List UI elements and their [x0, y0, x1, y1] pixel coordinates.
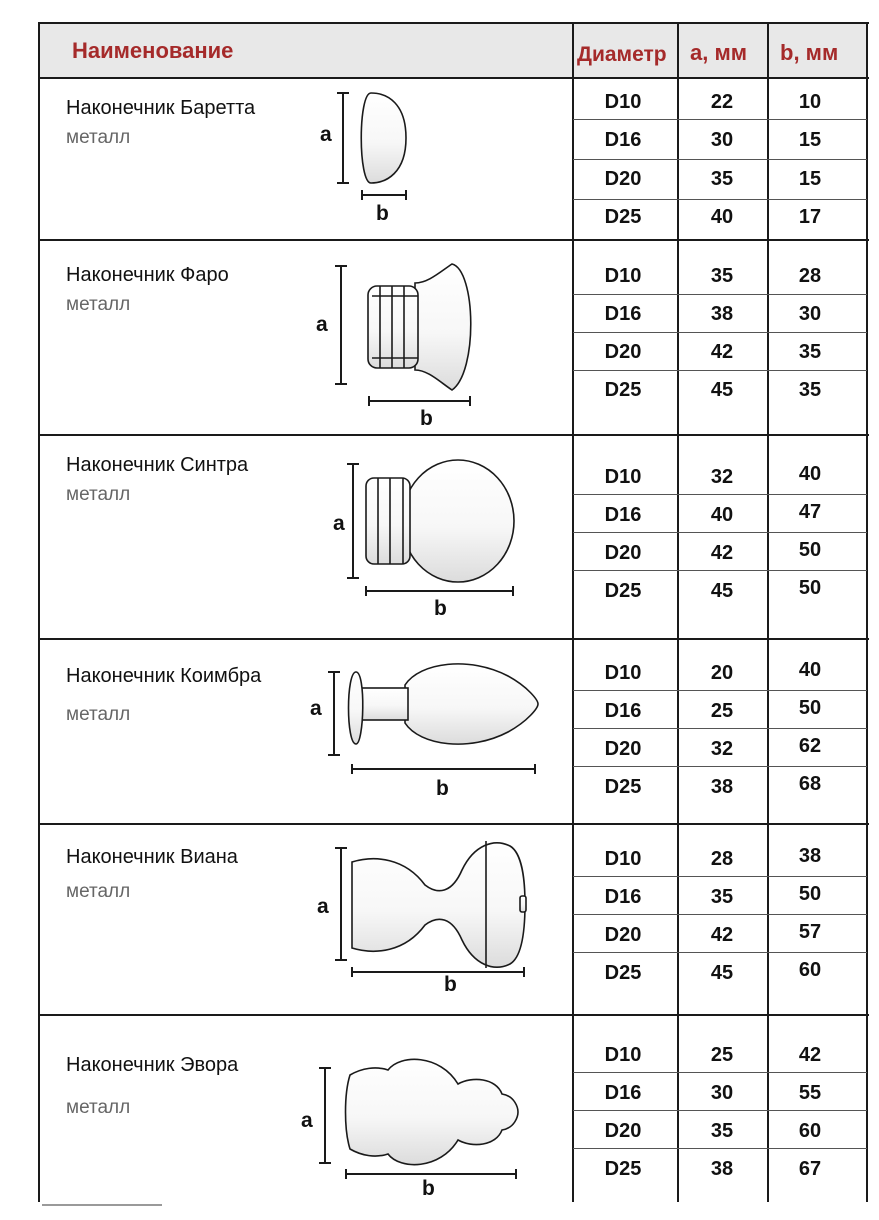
cell-diameter: D20 [604, 738, 642, 760]
product-material: металл [66, 881, 131, 902]
cell-a: 22 [710, 91, 734, 113]
cell-b: 28 [798, 265, 822, 287]
dim-b-label: b [434, 597, 447, 620]
cell-b: 68 [798, 773, 822, 795]
cell-a: 38 [710, 776, 734, 798]
coimbra-finial-drawing [349, 664, 539, 744]
dim-b-label: b [444, 973, 457, 996]
sintra-finial-drawing [366, 460, 514, 582]
baretta-finial-drawing [361, 93, 406, 183]
cell-b: 50 [798, 577, 822, 599]
cell-a: 25 [710, 700, 734, 722]
dim-a-label: a [317, 895, 329, 918]
cell-b: 50 [798, 539, 822, 561]
cell-diameter: D25 [604, 580, 642, 602]
cell-a: 32 [710, 466, 734, 488]
cell-diameter: D10 [604, 466, 642, 488]
cell-b: 35 [798, 379, 822, 401]
product-material: металл [66, 127, 131, 148]
evora-finial-drawing [346, 1059, 519, 1164]
cell-diameter: D25 [604, 1158, 642, 1180]
cell-a: 45 [710, 962, 734, 984]
dim-b-label: b [422, 1177, 435, 1200]
cell-a: 42 [710, 542, 734, 564]
cell-b: 15 [798, 129, 822, 151]
cell-b: 60 [798, 1120, 822, 1142]
cell-b: 42 [798, 1044, 822, 1066]
cell-a: 42 [710, 924, 734, 946]
cell-a: 40 [710, 504, 734, 526]
product-material: металл [66, 1097, 131, 1118]
cell-a: 35 [710, 1120, 734, 1142]
header-b: b, мм [780, 40, 839, 65]
cell-b: 50 [798, 697, 822, 719]
dim-a-label: a [333, 512, 345, 535]
cell-a: 35 [710, 168, 734, 190]
product-name: Наконечник Баретта [66, 97, 256, 119]
cell-diameter: D16 [604, 504, 642, 526]
header-diameter: Диаметр [577, 43, 667, 66]
cell-a: 32 [710, 738, 734, 760]
dim-a-label: a [320, 123, 332, 146]
cell-b: 60 [798, 959, 822, 981]
cell-diameter: D16 [604, 303, 642, 325]
cell-b: 55 [798, 1082, 822, 1104]
cell-diameter: D20 [604, 542, 642, 564]
product-name: Наконечник Эвора [66, 1054, 239, 1076]
cell-diameter: D25 [604, 206, 642, 228]
cell-a: 45 [710, 580, 734, 602]
cell-b: 50 [798, 883, 822, 905]
cell-a: 30 [710, 1082, 734, 1104]
cell-diameter: D20 [604, 341, 642, 363]
cell-diameter: D16 [604, 129, 642, 151]
cell-diameter: D10 [604, 848, 642, 870]
cell-a: 38 [710, 303, 734, 325]
cell-diameter: D20 [604, 924, 642, 946]
cell-a: 45 [710, 379, 734, 401]
cell-b: 47 [798, 501, 822, 523]
product-material: металл [66, 484, 131, 505]
cell-diameter: D10 [604, 265, 642, 287]
cell-a: 28 [710, 848, 734, 870]
cell-diameter: D16 [604, 886, 642, 908]
header-name: Наименование [72, 38, 234, 63]
cell-b: 57 [798, 921, 822, 943]
product-name: Наконечник Коимбра [66, 665, 262, 687]
cell-a: 42 [710, 341, 734, 363]
cell-b: 10 [798, 91, 822, 113]
cell-a: 40 [710, 206, 734, 228]
cell-b: 40 [798, 463, 822, 485]
cell-b: 40 [798, 659, 822, 681]
cell-diameter: D20 [604, 168, 642, 190]
faro-finial-drawing [368, 264, 471, 390]
dim-b-label: b [436, 777, 449, 800]
cell-a: 35 [710, 265, 734, 287]
product-name: Наконечник Синтра [66, 454, 249, 476]
product-name: Наконечник Фаро [66, 264, 229, 286]
cell-b: 35 [798, 341, 822, 363]
header-a: a, мм [690, 40, 748, 65]
cell-diameter: D20 [604, 1120, 642, 1142]
product-material: металл [66, 294, 131, 315]
cell-diameter: D16 [604, 700, 642, 722]
product-material: металл [66, 704, 131, 725]
cell-b: 62 [798, 735, 822, 757]
product-name: Наконечник Виана [66, 846, 238, 868]
cell-a: 38 [710, 1158, 734, 1180]
cell-b: 30 [798, 303, 822, 325]
cell-a: 30 [710, 129, 734, 151]
cell-diameter: D10 [604, 662, 642, 684]
cell-diameter: D10 [604, 1044, 642, 1066]
footer-rule [42, 1204, 162, 1206]
cell-diameter: D25 [604, 776, 642, 798]
cell-diameter: D10 [604, 91, 642, 113]
dim-b-label: b [420, 407, 433, 430]
dim-a-label: a [310, 697, 322, 720]
cell-a: 20 [710, 662, 734, 684]
cell-b: 17 [798, 206, 822, 228]
cell-diameter: D25 [604, 379, 642, 401]
viana-finial-drawing [352, 841, 526, 968]
dim-a-label: a [316, 313, 328, 336]
cell-diameter: D25 [604, 962, 642, 984]
cell-diameter: D16 [604, 1082, 642, 1104]
cell-a: 25 [710, 1044, 734, 1066]
cell-b: 38 [798, 845, 822, 867]
dim-b-label: b [376, 202, 389, 225]
cell-b: 15 [798, 168, 822, 190]
cell-b: 67 [798, 1158, 822, 1180]
cell-a: 35 [710, 886, 734, 908]
dim-a-label: a [301, 1109, 313, 1132]
